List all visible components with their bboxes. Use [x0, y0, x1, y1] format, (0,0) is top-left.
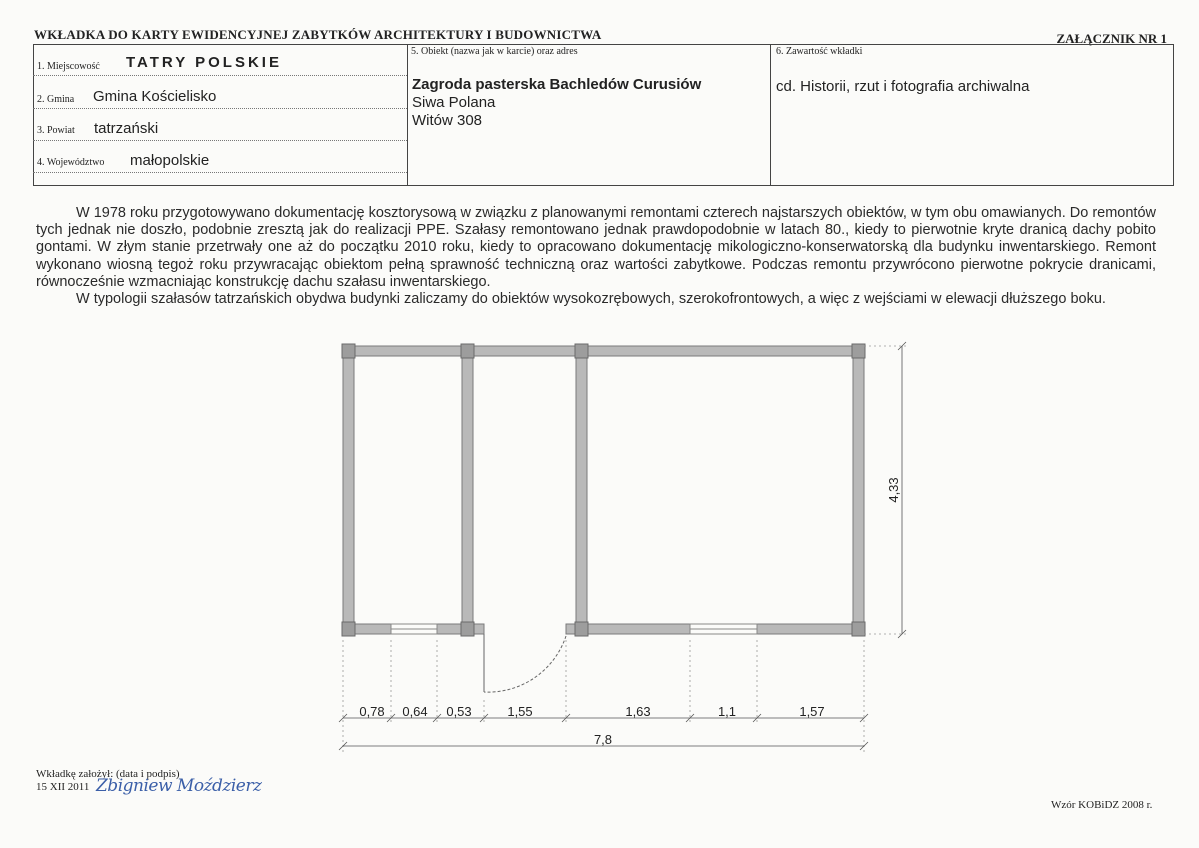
right-wall [853, 346, 864, 636]
object-address-line2: Witów 308 [412, 112, 483, 129]
created-by-label: Wkładkę założył: (data i podpis) [36, 768, 180, 780]
object-name: Zagroda pasterska Bachledów Curusiów [412, 76, 702, 93]
dimension-label: 1,57 [799, 704, 825, 719]
left-wall [343, 346, 354, 636]
commune-value: Gmina Kościelisko [93, 88, 217, 105]
object-label: 5. Obiekt (nazwa jak w karcie) oraz adres [411, 46, 578, 57]
corner-post [575, 344, 588, 358]
corner-post [461, 344, 474, 358]
insert-content-label: 6. Zawartość wkładki [776, 46, 863, 57]
corner-post [342, 622, 355, 636]
dimension-label: 1,55 [507, 704, 533, 719]
insert-content-value: cd. Historii, rzut i fotografia archiwalna [776, 78, 1030, 95]
signature: Zbigniew Moździerz [96, 776, 262, 796]
dimension-label: 0,78 [359, 704, 385, 719]
locality-label: 1. Miejscowość [37, 61, 100, 72]
door [484, 634, 566, 692]
county-value: tatrzański [94, 120, 159, 137]
corner-post [575, 622, 588, 636]
inner-wall [576, 346, 587, 636]
corner-post [852, 344, 865, 358]
inner-wall [462, 346, 473, 636]
commune-label: 2. Gmina [37, 94, 75, 105]
corner-post [461, 622, 474, 636]
history-paragraph: W 1978 roku przygotowywano dokumentację kosztorysową w związku z planowanymi remontami czterech najstarszych obiektów, w tym obu omawianych. Do remontów tych jednak nie doszło, podobnie zresztą jak do realizacji PPE. Szałasy remontowano jednak prawdopodobnie w latach 80., kiedy to pierwotnie kryte dranicą dachy pobito gontami. W złym stanie przetrwały one aż do początku 2010 roku, kiedy to opracowano dokumentację mikologiczno-konserwatorską dla budynku inwentarskiego. Remont wykonano wiosną tegoż roku przywracając obiektom pełną sprawność techniczną oraz wartości zabytkowe. Podczas remontu przywrócono pierwotne pokrycie dranicami, równocześnie wzmacniając konstrukcję dachu szałasu inwentarskiego. [36, 205, 1156, 290]
document-title: WKŁADKA DO KARTY EWIDENCYJNEJ ZABYTKÓW ARCHITEKTURY I BUDOWNICTWA [34, 27, 602, 42]
history-paragraph: W typologii szałasów tatrzańskich obydwa budynki zaliczamy do obiektów wysokozrębowych, szerokofrontowych, a więc z wejściami w elewacji dłuższego boku. [76, 291, 1106, 308]
height-dimension-label: 4,33 [886, 477, 901, 503]
corner-post [342, 344, 355, 358]
top-wall [343, 346, 864, 356]
bottom-wall [757, 624, 864, 634]
object-address-line1: Siwa Polana [412, 94, 496, 111]
annex-label: ZAŁĄCZNIK NR 1 [1056, 31, 1167, 46]
dimension-label: 0,53 [446, 704, 472, 719]
dimension-label: 1,1 [717, 704, 737, 719]
form-model-label: Wzór KOBiDZ 2008 r. [1051, 799, 1153, 811]
created-date: 15 XII 2011 [36, 781, 90, 793]
dimension-label: 0,64 [402, 704, 428, 719]
locality-value: TATRY POLSKIE [126, 54, 282, 71]
corner-post [852, 622, 865, 636]
dimension-label: 1,63 [625, 704, 651, 719]
dimension-ticks [339, 342, 906, 750]
total-dimension-label: 7,8 [593, 732, 613, 747]
province-value: małopolskie [130, 152, 210, 169]
county-label: 3. Powiat [37, 125, 75, 136]
province-label: 4. Województwo [37, 157, 105, 168]
